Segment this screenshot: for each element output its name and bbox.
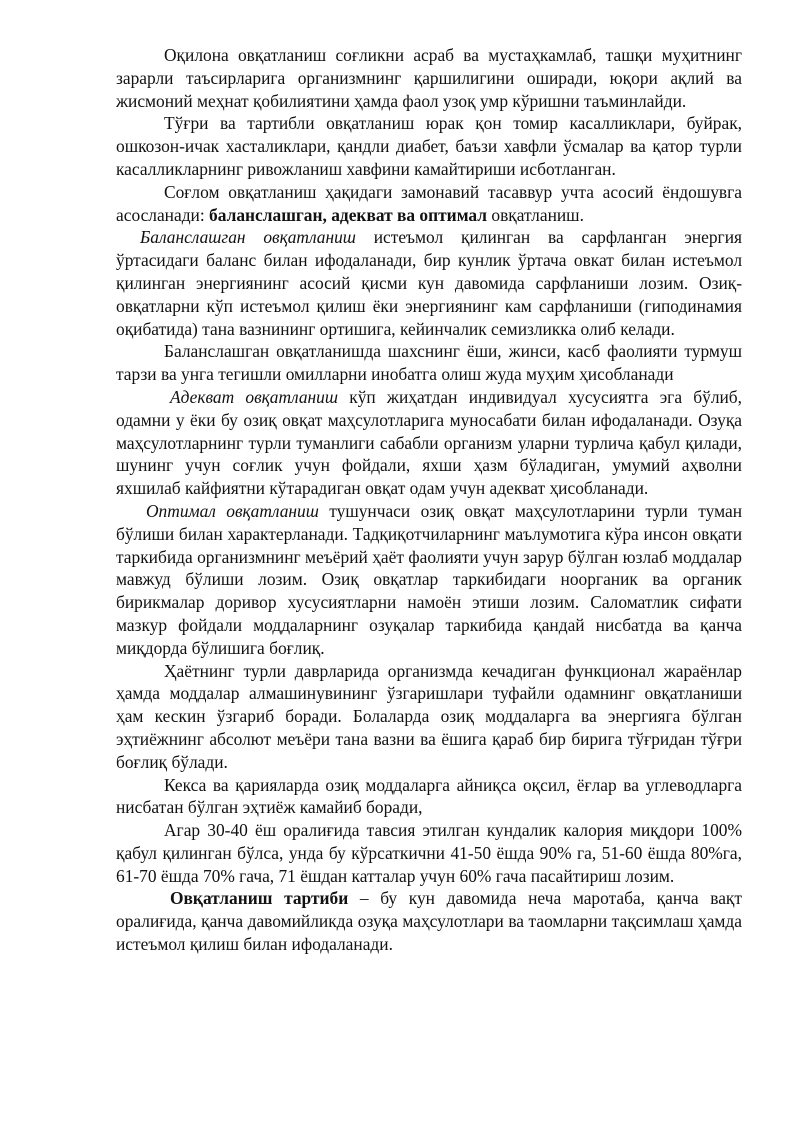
paragraph-balanced-nutrition — [116, 226, 742, 340]
paragraph-life-periods: Ҳаётнинг турли даврларида организмда кечадиган функционал жараёнлар ҳамда моддалар алмашинувининг ўзгаришлари туфайли одамнинг овқатланиши ҳам кескин ўзгариб боради. Болаларда озиқ моддаларга ва энергияга бўлган эҳтиёжнинг абсолют меъёри тана вазни ва ёшига қараб бир бирига тўғридан тўғри боғлиқ бўлади. — [116, 660, 742, 772]
adequate-term: Адекват овқатланиш — [170, 386, 338, 407]
paragraph-optimal-nutrition — [116, 500, 742, 660]
paragraph-eating-schedule — [116, 887, 742, 955]
approaches-lead-text: Соғлом овқатланиш ҳақидаги замонавий тасаввур учта асосий ёндошувга асосланади: — [116, 181, 742, 225]
paragraph-balanced-factors: Баланслашган овқатланишда шахснинг ёши, жинси, касб фаолияти турмуш тарзи ва унга тегишли омилларни инобатга олиш жуда муҳим ҳисобланади — [116, 341, 742, 385]
balanced-definition: истеъмол қилинган ва сарфланган энергия ўртасидаги баланс билан ифодаланади, бир кунлик ўртача овкат билан истеъмол қилинган энергиянинг асосий қисми кун давомида сарфланиши лозим. Озиқ-овқатларни кўп истеъмол қилиш ёки энергиянинг кам сарфланиши (гиподинамия оқибатида) тана вазнининг ортишига, кейинчалик семизликка олиб келади. — [116, 227, 742, 339]
balanced-term: Баланслашган овқатланиш — [140, 227, 356, 248]
paragraph-intro: Оқилона овқатланиш соғликни асраб ва мустаҳкамлаб, ташқи муҳитнинг зарарли таъсирларига организмнинг қаршилигини оширади, юқори ақлий ва жисмоний меҳнат қобилиятини ҳамда фаол узоқ умр кўришни таъминлайди. — [116, 45, 742, 111]
eating-schedule-term: Овқатланиш тартиби — [170, 888, 349, 909]
paragraph-adequate-nutrition — [116, 386, 742, 500]
paragraph-proper-nutrition: Тўғри ва тартибли овқатланиш юрак қон томир касалликлари, буйрак, ошкозон-ичак хасталиклари, қандли диабет, баъзи хавфли ўсмалар ва қатор турли касалликларнинг ривожланиш хавфини камайтириши исботланган. — [116, 113, 742, 179]
paragraph-calorie-reduction: Агар 30-40 ёш оралиғида тавсия этилган кундалик калория миқдори 100% қабул қилинган бўлса, унда бу кўрсаткични 41-50 ёшда 90% га, 51-60 ёшда 80%га, 61-70 ёшда 70% гача, 71 ёшдан катталар учун 60% гача пасайтириш лозим. — [116, 820, 742, 886]
optimal-term: Оптимал овқатланиш — [146, 500, 319, 521]
paragraph-elderly: Кекса ва қарияларда озиқ моддаларга айниқса оқсил, ёғлар ва углеводларга нисбатан бўлган эҳтиёж камайиб боради, — [116, 774, 742, 818]
approaches-bold-terms: баланслашган, адекват ва оптимал — [209, 204, 488, 225]
optimal-definition: тушунчаси озиқ овқат маҳсулотларини турли туман бўлиши билан характерланади. Тадқиқотчиларнинг маълумотига кўра инсон овқати таркибида организмнинг меъёрий ҳаёт фаолияти учун зарур бўлган юзлаб моддалар мавжуд бўлиши лозим. Озиқ овқатлар таркибидаги ноорганик ва органик бирикмалар доривор хусусиятларни намоён этиши лозим. Саломатлик сифати мазкур фойдали моддаларнинг озуқалар таркибида қандай нисбатда ва қанча миқдорда бўлишига боғлиқ. — [116, 500, 743, 658]
approaches-tail-text: овқатланиш. — [487, 204, 584, 225]
adequate-definition: кўп жиҳатдан индивидуал хусусиятга эга бўлиб, одамни у ёки бу озиқ овқат маҳсулотларига муносабати билан ифодаланади. Озуқа маҳсулотларнинг турли туманлиги сабабли организм уларни турлича қабул қилади, шунинг учун соғлик учун фойдали, яхши ҳазм бўладиган, умумий аҳволни яхшилаб кайфиятни кўтарадиган овқат одам учун адекват ҳисобланади. — [116, 386, 743, 499]
paragraph-healthy-approaches — [116, 181, 742, 227]
document-page — [116, 44, 742, 956]
eating-schedule-definition: – бу кун давомида неча маротаба, қанча вақт оралиғида, қанча давомийликда озуқа маҳсулотлари ва таомларни тақсимлаш ҳамда истеъмол қилиш билан ифодаланади. — [116, 888, 742, 955]
